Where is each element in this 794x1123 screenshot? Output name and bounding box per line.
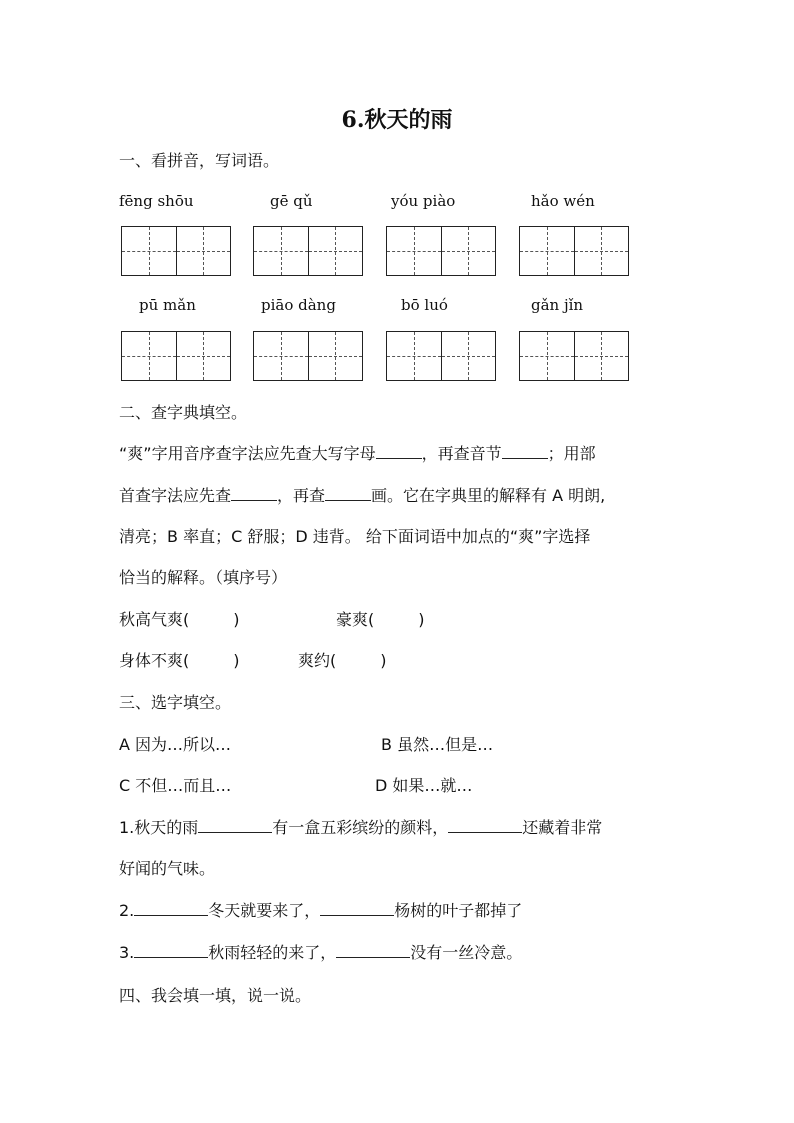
question-1: 1.秋天的雨 有一盒五彩缤纷的颜料， 还藏着非常	[119, 818, 603, 837]
dict-line-3: 清亮；B 率直；C 舒服；D 违背。 给下面词语中加点的“爽”字选择	[119, 527, 591, 546]
q2-blank-2[interactable]	[320, 901, 394, 916]
pinyin-8: gǎn jǐn	[531, 296, 584, 314]
pinyin-7: bō luó	[401, 296, 448, 314]
page-title: 6.秋天的雨	[341, 107, 453, 133]
q1-blank-2[interactable]	[448, 818, 522, 833]
pinyin-5: pū mǎn	[139, 296, 196, 314]
pinyin-2: gē qǔ	[270, 192, 313, 210]
section-4-heading: 四、我会填一填，说一说。	[119, 986, 312, 1005]
word-2[interactable]: 豪爽( )	[336, 610, 425, 629]
q1-blank-1[interactable]	[198, 818, 272, 833]
q2-blank-1[interactable]	[134, 901, 208, 916]
choice-b: B 虽然…但是…	[381, 735, 494, 754]
word-4[interactable]: 爽约( )	[298, 651, 387, 670]
blank-syllable[interactable]	[502, 444, 548, 459]
pinyin-3: yóu piào	[391, 192, 456, 210]
writing-grid-2[interactable]	[253, 226, 363, 276]
blank-radical[interactable]	[231, 486, 277, 501]
writing-grid-8[interactable]	[519, 331, 629, 381]
q3-blank-1[interactable]	[134, 943, 208, 958]
q3-blank-2[interactable]	[336, 943, 410, 958]
dict-line-1: “爽”字用音序查字法应先查大写字母 ，再查音节 ；用部	[119, 444, 596, 463]
pinyin-6: piāo dàng	[261, 296, 336, 314]
pinyin-4: hǎo wén	[531, 192, 595, 210]
section-3-heading: 三、选字填空。	[119, 693, 232, 712]
blank-initial[interactable]	[376, 444, 422, 459]
word-1[interactable]: 秋高气爽( )	[119, 610, 240, 629]
writing-grid-3[interactable]	[386, 226, 496, 276]
blank-strokes[interactable]	[325, 486, 371, 501]
section-1-heading: 一、看拼音，写词语。	[119, 151, 280, 170]
word-3[interactable]: 身体不爽( )	[119, 651, 240, 670]
writing-grid-7[interactable]	[386, 331, 496, 381]
dict-line-2: 首查字法应先查 ，再查 画。它在字典里的解释有 A 明朗,	[119, 486, 606, 505]
question-3: 3. 秋雨轻轻的来了， 没有一丝冷意。	[119, 943, 523, 962]
writing-grid-4[interactable]	[519, 226, 629, 276]
pinyin-1: fēng shōu	[119, 192, 194, 210]
writing-grid-5[interactable]	[121, 331, 231, 381]
choice-d: D 如果…就…	[375, 776, 473, 795]
writing-grid-1[interactable]	[121, 226, 231, 276]
choice-a: A 因为…所以…	[119, 735, 232, 754]
section-2-heading: 二、查字典填空。	[119, 403, 248, 422]
writing-grid-6[interactable]	[253, 331, 363, 381]
dict-line-4: 恰当的解释。（填序号）	[119, 568, 288, 587]
choice-c: C 不但…而且…	[119, 776, 232, 795]
question-2: 2. 冬天就要来了， 杨树的叶子都掉了	[119, 901, 523, 920]
question-1-cont: 好闻的气味。	[119, 859, 216, 878]
